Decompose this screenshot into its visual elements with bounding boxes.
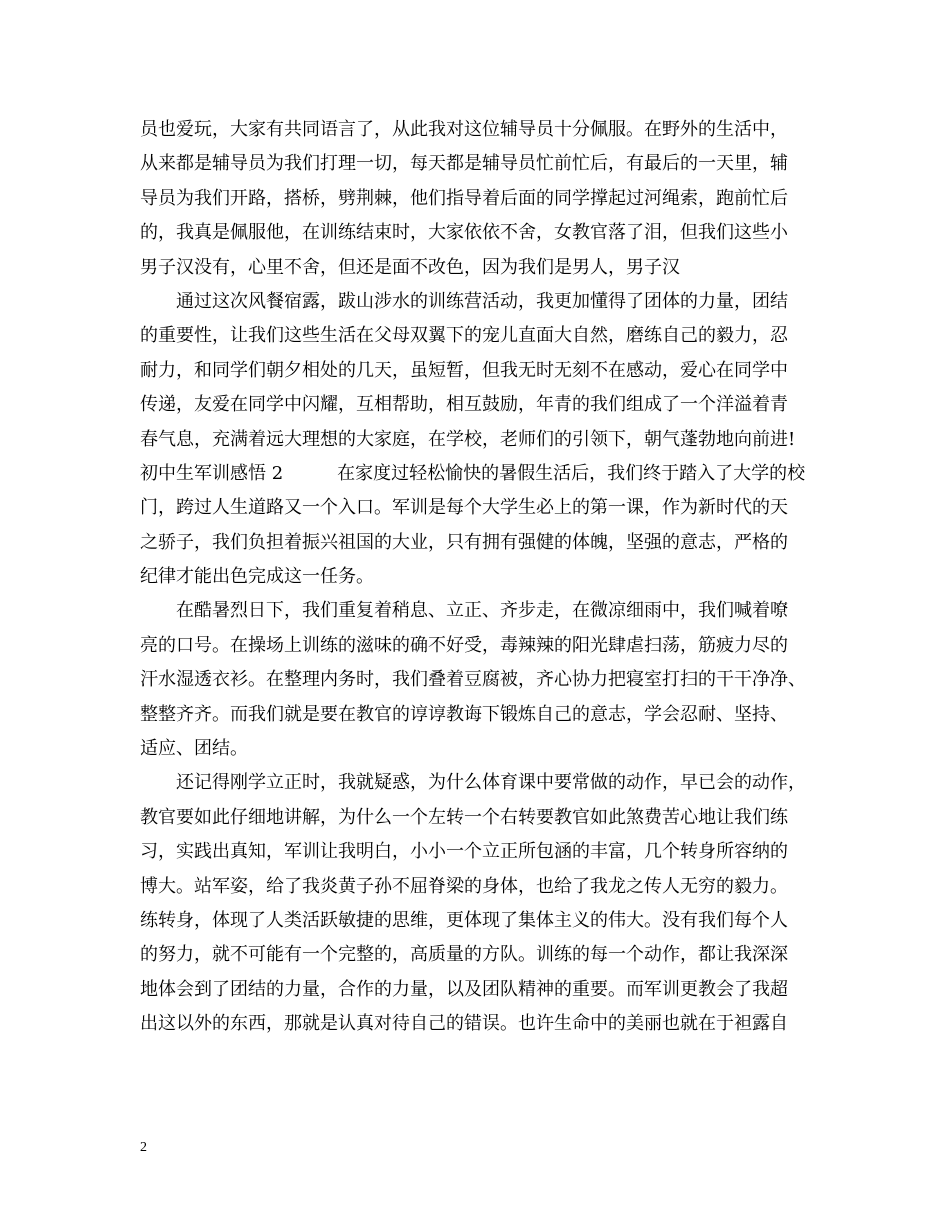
text-line: 的，我真是佩服他，在训练结束时，大家依依不舍，女教官落了泪，但我们这些小 — [140, 222, 788, 244]
text-line: 亮的口号。在操场上训练的滋味的确不好受，毒辣辣的阳光肆虐扫荡，筋疲力尽的 — [140, 634, 788, 656]
text-line: 员也爱玩，大家有共同语言了，从此我对这位辅导员十分佩服。在野外的生活中， — [140, 119, 788, 140]
text-line: 还记得刚学立正时，我就疑惑，为什么体育课中要常做的动作，早已会的动作， — [140, 772, 806, 794]
text-line: 纪律才能出色完成这一任务。 — [140, 566, 374, 588]
page-number: 2 — [140, 1140, 147, 1155]
text-line: 地体会到了团结的力量，合作的力量，以及团队精神的重要。而军训更教会了我超 — [140, 978, 788, 1000]
text-line: 男子汉没有，心里不舍，但还是面不改色，因为我们是男人，男子汉 — [140, 256, 680, 278]
text-line: 练转身，体现了人类活跃敏捷的思维，更体现了集体主义的伟大。没有我们每个人 — [140, 909, 788, 931]
text-line: 汗水湿透衣衫。在整理内务时，我们叠着豆腐被，齐心协力把寝室打扫的干干净净、 — [140, 669, 806, 691]
body-text — [140, 113, 830, 1042]
text-line: 的努力，就不可能有一个完整的，高质量的方队。训练的每一个动作，都让我深深 — [140, 944, 788, 966]
text-line: 的重要性，让我们这些生活在父母双翼下的宠儿直面大自然，磨练自己的毅力，忍 — [140, 325, 788, 347]
text-line: 适应、团结。 — [140, 738, 248, 760]
text-line: 之骄子，我们负担着振兴祖国的大业，只有拥有强健的体魄，坚强的意志，严格的 — [140, 531, 788, 553]
text-line: 耐力，和同学们朝夕相处的几天，虽短暂，但我无时无刻不在感动，爱心在同学中 — [140, 359, 788, 381]
text-line: 传递，友爱在同学中闪耀，互相帮助，相互鼓励，年青的我们组成了一个洋溢着青 — [140, 394, 788, 416]
text-line: 出这以外的东西，那就是认真对待自己的错误。也许生命中的美丽也就在于袒露自 — [140, 1013, 788, 1035]
text-line: 导员为我们开路，搭桥，劈荆棘，他们指导着后面的同学撑起过河绳索，跑前忙后 — [140, 187, 788, 209]
text-line: 在酷暑烈日下，我们重复着稍息、立正、齐步走，在微凉细雨中，我们喊着嘹 — [140, 600, 788, 622]
text-line: 教官要如此仔细地讲解，为什么一个左转一个右转要教官如此煞费苦心地让我们练 — [140, 806, 788, 828]
text-line: 春气息，充满着远大理想的大家庭，在学校，老师们的引领下，朝气蓬勃地向前进! — [140, 428, 796, 450]
text-line: 通过这次风餐宿露，跋山涉水的训练营活动，我更加懂得了团体的力量，团结 — [140, 290, 788, 312]
text-line: 整整齐齐。而我们就是要在教官的谆谆教诲下锻炼自己的意志，学会忍耐、坚持、 — [140, 703, 788, 725]
text-line: 博大。站军姿，给了我炎黄子孙不屈脊梁的身体，也给了我龙之传人无穷的毅力。 — [140, 875, 788, 897]
text-line: 门，跨过人生道路又一个入口。军训是每个大学生必上的第一课，作为新时代的天 — [140, 497, 788, 519]
text-line: 初中生军训感悟 2 在家度过轻松愉快的暑假生活后，我们终于踏入了大学的校 — [140, 462, 806, 484]
text-line: 习，实践出真知，军训让我明白，小小一个立正所包涵的丰富，几个转身所容纳的 — [140, 841, 788, 863]
text-line: 从来都是辅导员为我们打理一切，每天都是辅导员忙前忙后，有最后的一天里，辅 — [140, 153, 788, 175]
